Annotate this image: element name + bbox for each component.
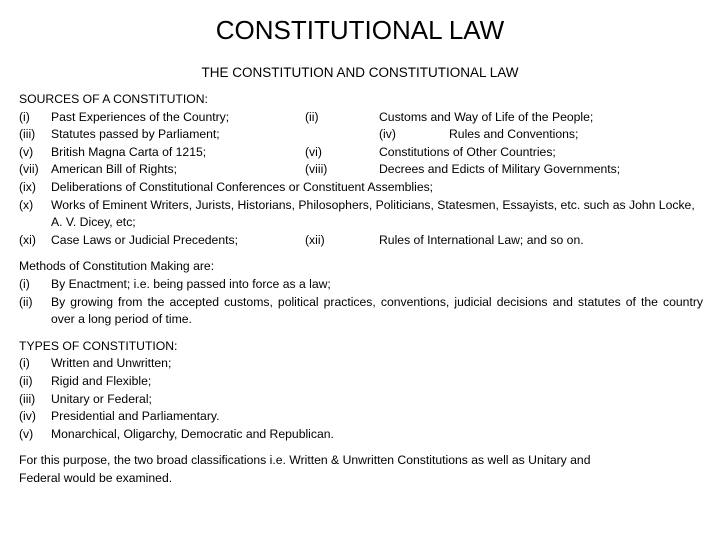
sources-row [19, 161, 703, 179]
list-text: Rules of International Law; and so on. [379, 232, 584, 247]
types-item [19, 391, 703, 409]
methods-item [19, 294, 703, 329]
sources-row [19, 197, 703, 232]
list-number: (i) [19, 276, 30, 291]
sources-row [19, 126, 703, 144]
list-number: (xii) [305, 232, 325, 247]
list-number: (viii) [305, 162, 328, 177]
list-number: (i) [19, 356, 30, 371]
types-item [19, 426, 703, 444]
types-item [19, 408, 703, 426]
list-text: Past Experiences of the Country; [51, 109, 230, 124]
list-number: (ix) [19, 179, 36, 194]
sources-row [19, 179, 703, 197]
closing-paragraph: For this purpose, the two broad classifications i.e. Written & Unwritten Constitutions as well as Unitary and Federal would be examined. [19, 453, 591, 485]
types-item [19, 373, 703, 391]
methods-heading: Methods of Constitution Making are: [19, 259, 215, 274]
list-text: American Bill of Rights; [51, 162, 177, 177]
types-heading: TYPES OF CONSTITUTION: [19, 338, 178, 353]
list-text: Case Laws or Judicial Precedents; [51, 232, 238, 247]
sources-heading: SOURCES OF A CONSTITUTION: [19, 92, 208, 106]
sources-row [19, 144, 703, 162]
list-text: Presidential and Parliamentary. [51, 409, 220, 424]
list-number: (v) [19, 144, 34, 159]
list-number: (iv) [379, 127, 396, 142]
sources-row [19, 232, 703, 250]
body-text [19, 91, 703, 487]
list-text: Rules and Conventions; [449, 127, 579, 142]
list-text: By Enactment; i.e. being passed into force as a law; [51, 276, 331, 291]
list-number: (x) [19, 197, 34, 212]
list-number: (xi) [19, 232, 36, 247]
list-number: (vii) [19, 162, 39, 177]
list-text: Rigid and Flexible; [51, 373, 152, 388]
page-title: CONSTITUTIONAL LAW [215, 15, 505, 45]
section-title: THE CONSTITUTION AND CONSTITUTIONAL LAW [201, 65, 519, 80]
list-number: (i) [19, 109, 30, 124]
list-text: Works of Eminent Writers, Jurists, Historians, Philosophers, Politicians, Statesmen, Essayists, etc. such as John Locke, A. V. Dicey, etc; [51, 197, 695, 230]
list-number: (ii) [19, 373, 33, 388]
list-text: British Magna Carta of 1215; [51, 144, 207, 159]
list-number: (v) [19, 426, 34, 441]
types-item [19, 355, 703, 373]
sources-row [19, 109, 703, 127]
list-number: (ii) [305, 109, 319, 124]
list-text: Unitary or Federal; [51, 391, 152, 406]
list-text: Constitutions of Other Countries; [379, 144, 556, 159]
list-text: Customs and Way of Life of the People; [379, 109, 594, 124]
list-text: Statutes passed by Parliament; [51, 127, 220, 142]
methods-item [19, 276, 703, 294]
list-number: (iii) [19, 391, 36, 406]
list-number: (ii) [19, 294, 33, 309]
list-text: Decrees and Edicts of Military Governments; [379, 162, 621, 177]
list-text: Written and Unwritten; [51, 356, 172, 371]
list-number: (vi) [305, 144, 322, 159]
list-text: By growing from the accepted customs, political practices, conventions, judicial decisions and statutes of the country over a long period of time. [51, 294, 703, 327]
list-text: Monarchical, Oligarchy, Democratic and Republican. [51, 426, 334, 441]
list-number: (iii) [19, 127, 36, 142]
list-text: Deliberations of Constitutional Conferences or Constituent Assemblies; [51, 179, 434, 194]
list-number: (iv) [19, 409, 36, 424]
